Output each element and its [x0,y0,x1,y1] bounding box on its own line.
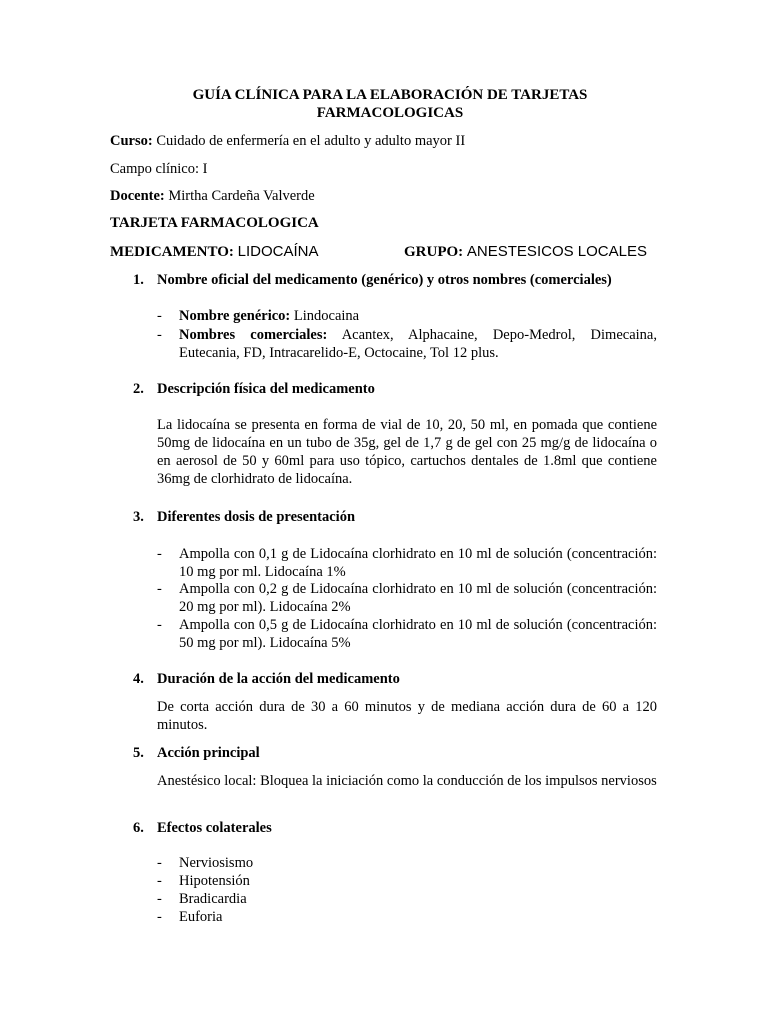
title-line-1: GUÍA CLÍNICA PARA LA ELABORACIÓN DE TARJETAS [192,87,588,103]
medicamento-field [110,243,319,261]
section-5-text: Anestésico local: Bloquea la iniciación como la conducción de los impulsos nerviosos [157,773,657,789]
section-5-heading: 5. Acción principal [133,745,260,761]
curso-label: Curso: [110,133,153,149]
section-3-heading: 3. Diferentes dosis de presentación [133,509,356,525]
section-1-heading: 1. Nombre oficial del medicamento (genérico) y otros nombres (comerciales) [133,272,612,288]
list-item: - Ampolla con 0,2 g de Lidocaína clorhidrato en 10 ml de solución (concentración: 20 mg por ml). Lidocaína 2% [157,581,657,615]
docente-value: Mirtha Cardeña Valverde [168,188,315,204]
list-item: - Euforia [157,909,223,925]
section-2-heading: 2. Descripción física del medicamento [133,381,375,397]
card-title: TARJETA FARMACOLOGICA [110,215,319,231]
list-item: - Ampolla con 0,5 g de Lidocaína clorhidrato en 10 ml de solución (concentración: 50 mg por ml). Lidocaína 5% [157,617,657,651]
section-4-heading: 4. Duración de la acción del medicamento [133,671,400,687]
list-item: - Nerviosismo [157,855,254,871]
curso-line [110,132,465,150]
grupo-label: GRUPO: [404,244,464,260]
section-2-text: La lidocaína se presenta en forma de vial de 10, 20, 50 ml, en pomada que contiene 50mg de lidocaína en un tubo de 35g, gel de 1,7 g de gel con 25 mg/g de lidocaína o en aerosol de 50 y 60ml para uso tópico, cartuchos dentales de 1.8ml que contiene 36mg de clorhidrato de lidocaína. [157,417,657,487]
section-4-text: De corta acción dura de 30 a 60 minutos y de mediana acción dura de 60 a 120 minutos. [157,699,657,733]
docente-label: Docente: [110,188,165,204]
medicamento-value: LIDOCAÍNA [237,243,319,260]
curso-value: Cuidado de enfermería en el adulto y adulto mayor II [156,133,466,149]
section-6-heading: 6. Efectos colaterales [133,820,272,836]
list-item: - Hipotensión [157,873,250,889]
list-item: - Ampolla con 0,1 g de Lidocaína clorhidrato en 10 ml de solución (concentración: 10 mg por ml. Lidocaína 1% [157,546,657,580]
docente-line [110,187,315,205]
grupo-value: ANESTESICOS LOCALES [466,243,647,260]
document-title [100,86,680,122]
medicamento-label: MEDICAMENTO: [110,244,234,260]
title-line-2: FARMACOLOGICAS [316,105,464,121]
list-item: - Bradicardia [157,891,247,907]
grupo-field [404,243,647,261]
list-item: - Nombres comerciales: Acantex, Alphacaine, Depo-Medrol, Dimecaina, Eutecania, FD, Intracarelido-E, Octocaine, Tol 12 plus. [157,327,657,361]
campo-line: Campo clínico: I [110,161,208,177]
list-item: - Nombre genérico: Lindocaina [157,308,360,324]
